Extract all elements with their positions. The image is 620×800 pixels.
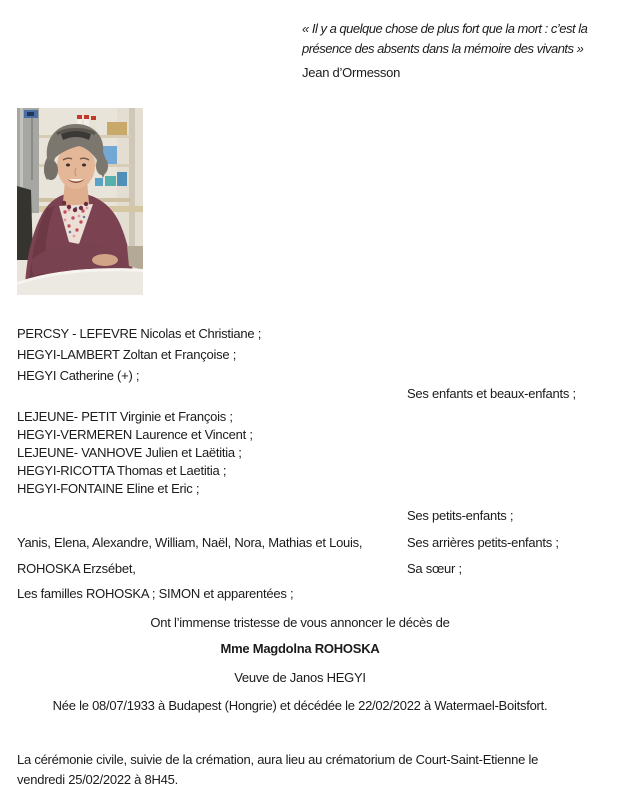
children-label: Ses enfants et beaux-enfants ; [407, 386, 576, 401]
announcement-intro: Ont l’immense tristesse de vous annoncer le décès de [150, 615, 450, 630]
children-name-row: PERCSY - LEFEVRE Nicolas et Christiane ; [17, 326, 262, 341]
great-grandchildren-names: Yanis, Elena, Alexandre, William, Naël, Nora, Mathias et Louis, [17, 535, 363, 550]
quote-line-2: présence des absents dans la mémoire des vivants » [302, 41, 584, 56]
families-line: Les familles ROHOSKA ; SIMON et apparentées ; [17, 586, 294, 601]
birth-death-line: Née le 08/07/1933 à Budapest (Hongrie) et décédée le 22/02/2022 à Watermael-Boitsfort. [52, 698, 548, 713]
grandchildren-name-row: LEJEUNE- VANHOVE Julien et Laëtitia ; [17, 445, 242, 460]
children-name-row: HEGYI-LAMBERT Zoltan et Françoise ; [17, 347, 237, 362]
widow-relation-line: Veuve de Janos HEGYI [234, 670, 366, 685]
quote-line-1: « Il y a quelque chose de plus fort que la mort : c’est la [302, 21, 588, 36]
deceased-name: Mme Magdolna ROHOSKA [220, 641, 380, 656]
grandchildren-name-row: LEJEUNE- PETIT Virginie et François ; [17, 409, 233, 424]
great-grandchildren-label: Ses arrières petits-enfants ; [407, 535, 559, 550]
quote-author: Jean d’Ormesson [302, 65, 401, 80]
deceased-portrait-photo [17, 108, 143, 295]
ceremony-line-2: vendredi 25/02/2022 à 8H45. [17, 772, 178, 787]
sister-name: ROHOSKA Erzsébet, [17, 561, 136, 576]
ceremony-line-1: La cérémonie civile, suivie de la crémation, aura lieu au crématorium de Court-Saint-Etienne le [17, 752, 539, 767]
grandchildren-name-row: HEGYI-RICOTTA Thomas et Laetitia ; [17, 463, 227, 478]
grandchildren-name-row: HEGYI-FONTAINE Eline et Eric ; [17, 481, 200, 496]
children-name-row: HEGYI Catherine (+) ; [17, 368, 140, 383]
sister-label: Sa sœur ; [407, 561, 462, 576]
grandchildren-name-row: HEGYI-VERMEREN Laurence et Vincent ; [17, 427, 253, 442]
grandchildren-label: Ses petits-enfants ; [407, 508, 514, 523]
